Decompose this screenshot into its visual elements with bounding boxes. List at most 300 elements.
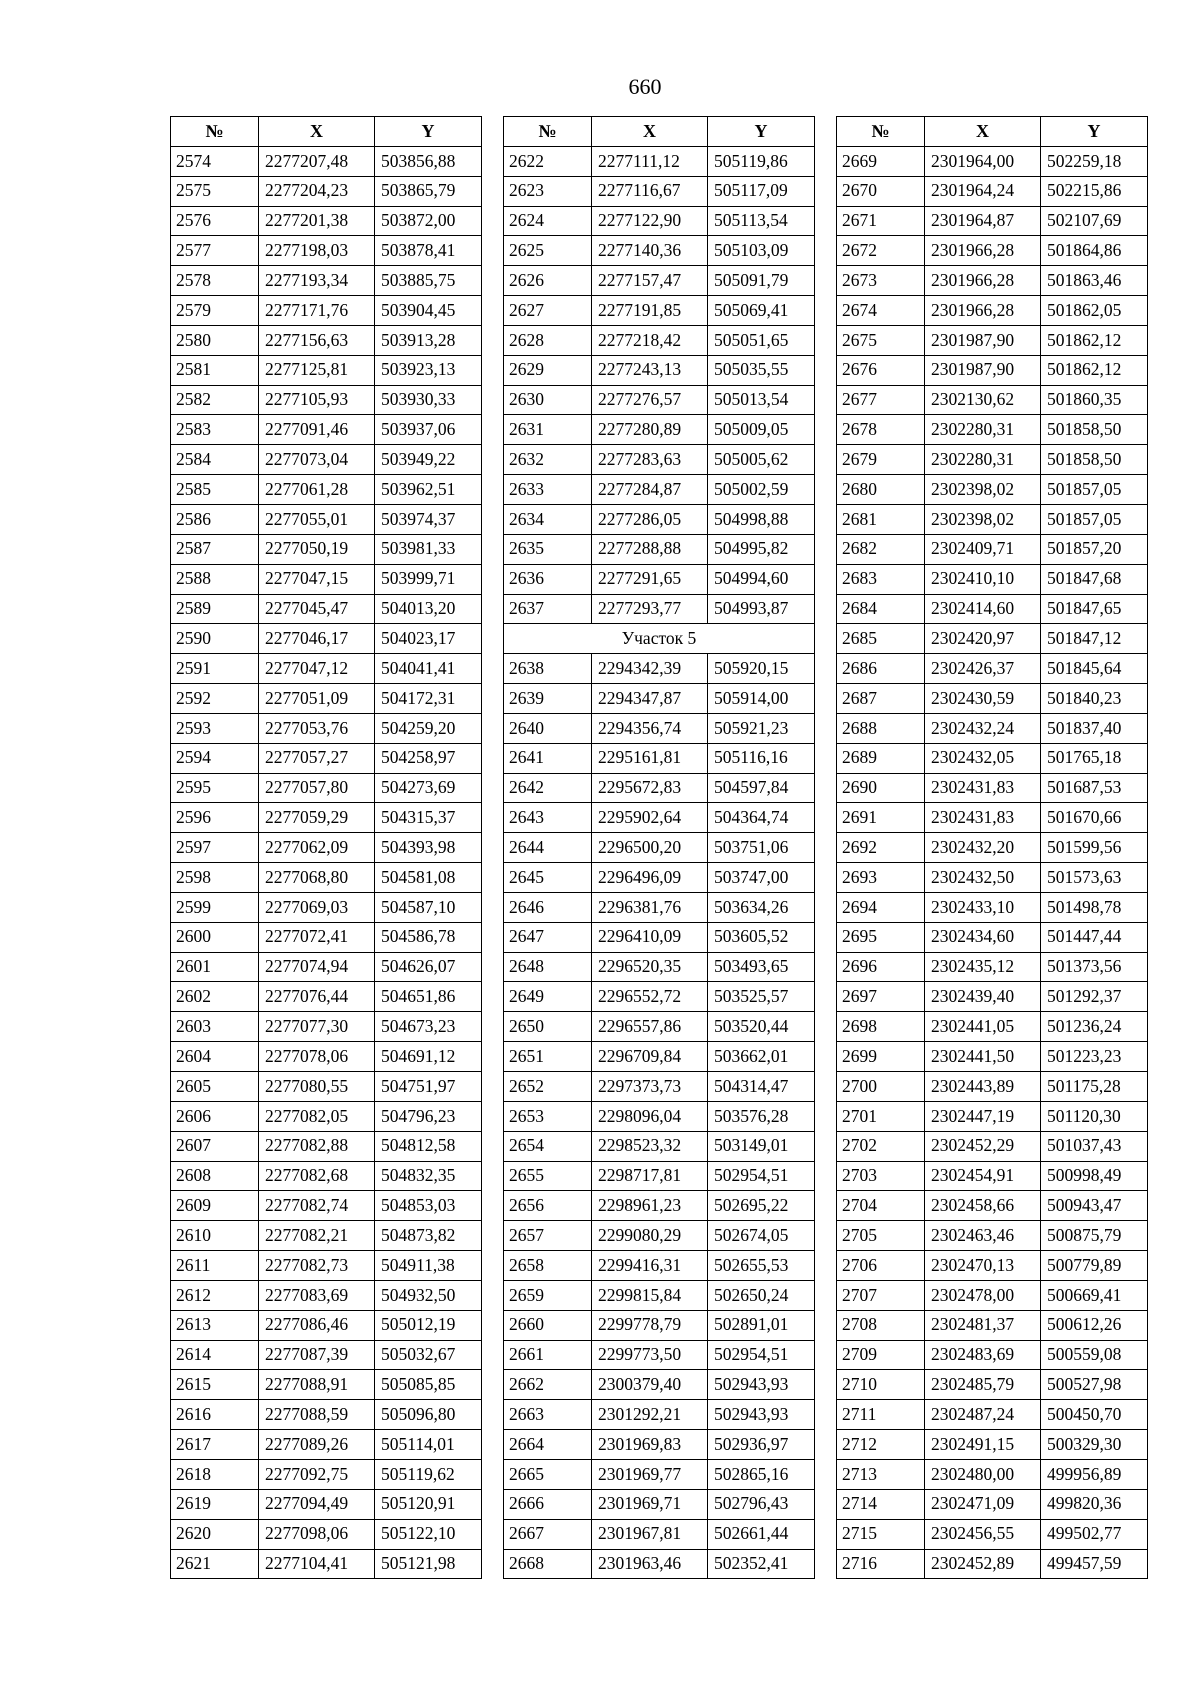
cell-y: 499502,77 <box>1041 1519 1148 1549</box>
cell-y: 499956,89 <box>1041 1459 1148 1489</box>
cell-x: 2302491,15 <box>925 1430 1041 1460</box>
cell-x: 2277083,69 <box>259 1280 375 1310</box>
table-row <box>171 296 482 326</box>
cell-x: 2302481,37 <box>925 1310 1041 1340</box>
cell-number: 2710 <box>837 1370 925 1400</box>
cell-x: 2277207,48 <box>259 146 375 176</box>
cell-y: 501847,12 <box>1041 624 1148 654</box>
cell-x: 2302485,79 <box>925 1370 1041 1400</box>
table-row <box>837 773 1148 803</box>
table-row <box>171 863 482 893</box>
cell-x: 2299080,29 <box>592 1221 708 1251</box>
table-row <box>504 952 815 982</box>
table-row <box>171 1370 482 1400</box>
cell-number: 2590 <box>171 624 259 654</box>
cell-number: 2682 <box>837 534 925 564</box>
table-row <box>504 803 815 833</box>
cell-number: 2697 <box>837 982 925 1012</box>
cell-number: 2632 <box>504 445 592 475</box>
cell-x: 2299815,84 <box>592 1280 708 1310</box>
table-row <box>504 1519 815 1549</box>
table-row <box>171 1340 482 1370</box>
cell-x: 2302483,69 <box>925 1340 1041 1370</box>
cell-y: 501498,78 <box>1041 892 1148 922</box>
cell-number: 2625 <box>504 236 592 266</box>
table-row <box>504 415 815 445</box>
cell-number: 2623 <box>504 176 592 206</box>
cell-number: 2604 <box>171 1042 259 1072</box>
cell-number: 2713 <box>837 1459 925 1489</box>
table-row <box>504 654 815 684</box>
cell-x: 2277078,06 <box>259 1042 375 1072</box>
cell-y: 501236,24 <box>1041 1012 1148 1042</box>
table-row <box>171 1012 482 1042</box>
cell-x: 2277082,68 <box>259 1161 375 1191</box>
table-row <box>837 1161 1148 1191</box>
table-row <box>837 564 1148 594</box>
table-row <box>171 445 482 475</box>
cell-y: 503885,75 <box>375 266 482 296</box>
cell-number: 2603 <box>171 1012 259 1042</box>
table-header-row <box>504 117 815 147</box>
table-row <box>837 1072 1148 1102</box>
table-row <box>837 713 1148 743</box>
cell-number: 2601 <box>171 952 259 982</box>
cell-x: 2302480,00 <box>925 1459 1041 1489</box>
cell-number: 2574 <box>171 146 259 176</box>
cell-x: 2301967,81 <box>592 1519 708 1549</box>
coordinates-table-3 <box>836 116 1148 1579</box>
cell-y: 500875,79 <box>1041 1221 1148 1251</box>
cell-number: 2653 <box>504 1101 592 1131</box>
table-row <box>504 713 815 743</box>
cell-x: 2277122,90 <box>592 206 708 236</box>
table-row <box>504 1549 815 1579</box>
cell-number: 2613 <box>171 1310 259 1340</box>
cell-number: 2620 <box>171 1519 259 1549</box>
cell-y: 502954,51 <box>708 1161 815 1191</box>
cell-x: 2277088,91 <box>259 1370 375 1400</box>
cell-x: 2302430,59 <box>925 684 1041 714</box>
cell-y: 505009,05 <box>708 415 815 445</box>
cell-x: 2277193,34 <box>259 266 375 296</box>
cell-number: 2693 <box>837 863 925 893</box>
cell-x: 2294347,87 <box>592 684 708 714</box>
cell-y: 502796,43 <box>708 1489 815 1519</box>
cell-y: 505069,41 <box>708 296 815 326</box>
cell-y: 503974,37 <box>375 504 482 534</box>
cell-x: 2302432,50 <box>925 863 1041 893</box>
cell-x: 2301963,46 <box>592 1549 708 1579</box>
cell-x: 2277074,94 <box>259 952 375 982</box>
cell-number: 2649 <box>504 982 592 1012</box>
cell-x: 2302426,37 <box>925 654 1041 684</box>
table-row <box>837 1012 1148 1042</box>
table-row <box>504 1191 815 1221</box>
cell-y: 504013,20 <box>375 594 482 624</box>
cell-number: 2667 <box>504 1519 592 1549</box>
cell-y: 505117,09 <box>708 176 815 206</box>
table-row <box>504 1012 815 1042</box>
cell-y: 501847,68 <box>1041 564 1148 594</box>
cell-y: 505096,80 <box>375 1400 482 1430</box>
cell-y: 503149,01 <box>708 1131 815 1161</box>
cell-y: 505103,09 <box>708 236 815 266</box>
cell-x: 2277284,87 <box>592 475 708 505</box>
cell-x: 2302454,91 <box>925 1161 1041 1191</box>
table-row <box>504 982 815 1012</box>
cell-y: 501223,23 <box>1041 1042 1148 1072</box>
cell-x: 2277111,12 <box>592 146 708 176</box>
cell-x: 2301969,83 <box>592 1430 708 1460</box>
cell-x: 2296381,76 <box>592 892 708 922</box>
cell-number: 2679 <box>837 445 925 475</box>
cell-number: 2575 <box>171 176 259 206</box>
cell-x: 2277293,77 <box>592 594 708 624</box>
table-row <box>504 863 815 893</box>
cell-y: 502943,93 <box>708 1400 815 1430</box>
cell-number: 2584 <box>171 445 259 475</box>
cell-y: 501840,23 <box>1041 684 1148 714</box>
table-row <box>171 1251 482 1281</box>
cell-x: 2301966,28 <box>925 236 1041 266</box>
cell-y: 503576,28 <box>708 1101 815 1131</box>
cell-number: 2716 <box>837 1549 925 1579</box>
cell-x: 2301964,87 <box>925 206 1041 236</box>
table-row <box>171 654 482 684</box>
cell-number: 2614 <box>171 1340 259 1370</box>
cell-y: 505085,85 <box>375 1370 482 1400</box>
cell-number: 2636 <box>504 564 592 594</box>
cell-y: 505921,23 <box>708 713 815 743</box>
table-row <box>837 355 1148 385</box>
cell-x: 2302447,19 <box>925 1101 1041 1131</box>
cell-y: 504258,97 <box>375 743 482 773</box>
cell-number: 2673 <box>837 266 925 296</box>
cell-y: 504393,98 <box>375 833 482 863</box>
cell-y: 500329,30 <box>1041 1430 1148 1460</box>
cell-number: 2645 <box>504 863 592 893</box>
cell-y: 503662,01 <box>708 1042 815 1072</box>
cell-y: 504993,87 <box>708 594 815 624</box>
cell-x: 2277094,49 <box>259 1489 375 1519</box>
cell-number: 2708 <box>837 1310 925 1340</box>
header-x: X <box>925 117 1041 147</box>
cell-number: 2626 <box>504 266 592 296</box>
cell-number: 2586 <box>171 504 259 534</box>
cell-y: 504315,37 <box>375 803 482 833</box>
cell-y: 501862,05 <box>1041 296 1148 326</box>
cell-y: 504994,60 <box>708 564 815 594</box>
table-header-row <box>837 117 1148 147</box>
cell-y: 504314,47 <box>708 1072 815 1102</box>
table-row <box>504 325 815 355</box>
cell-number: 2660 <box>504 1310 592 1340</box>
table-row <box>837 803 1148 833</box>
header-y: Y <box>375 117 482 147</box>
cell-x: 2302130,62 <box>925 385 1041 415</box>
cell-y: 504873,82 <box>375 1221 482 1251</box>
cell-x: 2277050,19 <box>259 534 375 564</box>
cell-y: 505119,86 <box>708 146 815 176</box>
table-row <box>171 1430 482 1460</box>
cell-y: 504691,12 <box>375 1042 482 1072</box>
cell-y: 505051,65 <box>708 325 815 355</box>
cell-number: 2627 <box>504 296 592 326</box>
cell-y: 502650,24 <box>708 1280 815 1310</box>
cell-x: 2277069,03 <box>259 892 375 922</box>
cell-x: 2277280,89 <box>592 415 708 445</box>
table-row <box>504 146 815 176</box>
cell-x: 2301966,28 <box>925 266 1041 296</box>
header-y: Y <box>708 117 815 147</box>
table-row <box>504 892 815 922</box>
table-row <box>504 355 815 385</box>
table-row <box>171 624 482 654</box>
table-row <box>504 1400 815 1430</box>
cell-x: 2299778,79 <box>592 1310 708 1340</box>
cell-x: 2301969,71 <box>592 1489 708 1519</box>
cell-x: 2302470,13 <box>925 1251 1041 1281</box>
table-row <box>504 504 815 534</box>
cell-y: 503751,06 <box>708 833 815 863</box>
table-row <box>504 743 815 773</box>
cell-y: 503999,71 <box>375 564 482 594</box>
cell-y: 501857,05 <box>1041 504 1148 534</box>
table-row <box>837 1101 1148 1131</box>
cell-number: 2698 <box>837 1012 925 1042</box>
cell-number: 2669 <box>837 146 925 176</box>
cell-y: 501687,53 <box>1041 773 1148 803</box>
cell-x: 2296557,86 <box>592 1012 708 1042</box>
cell-y: 504023,17 <box>375 624 482 654</box>
coordinates-table-1 <box>170 116 482 1579</box>
cell-y: 503878,41 <box>375 236 482 266</box>
table-row <box>837 1370 1148 1400</box>
cell-number: 2597 <box>171 833 259 863</box>
cell-x: 2277087,39 <box>259 1340 375 1370</box>
cell-x: 2297373,73 <box>592 1072 708 1102</box>
cell-x: 2277057,80 <box>259 773 375 803</box>
cell-number: 2658 <box>504 1251 592 1281</box>
cell-number: 2631 <box>504 415 592 445</box>
cell-x: 2302439,40 <box>925 982 1041 1012</box>
header-x: X <box>259 117 375 147</box>
table-row <box>837 952 1148 982</box>
cell-x: 2277191,85 <box>592 296 708 326</box>
cell-y: 504853,03 <box>375 1191 482 1221</box>
cell-x: 2277288,88 <box>592 534 708 564</box>
cell-x: 2277059,29 <box>259 803 375 833</box>
table-row <box>171 713 482 743</box>
cell-y: 504832,35 <box>375 1161 482 1191</box>
cell-x: 2277157,47 <box>592 266 708 296</box>
cell-y: 501120,30 <box>1041 1101 1148 1131</box>
cell-y: 501837,40 <box>1041 713 1148 743</box>
cell-y: 503493,65 <box>708 952 815 982</box>
cell-x: 2294342,39 <box>592 654 708 684</box>
cell-number: 2637 <box>504 594 592 624</box>
cell-x: 2277045,47 <box>259 594 375 624</box>
table-row <box>171 1489 482 1519</box>
table-row <box>171 504 482 534</box>
cell-y: 505013,54 <box>708 385 815 415</box>
cell-y: 504673,23 <box>375 1012 482 1042</box>
cell-y: 504273,69 <box>375 773 482 803</box>
cell-number: 2598 <box>171 863 259 893</box>
cell-number: 2617 <box>171 1430 259 1460</box>
cell-number: 2630 <box>504 385 592 415</box>
cell-x: 2296709,84 <box>592 1042 708 1072</box>
cell-y: 504587,10 <box>375 892 482 922</box>
cell-number: 2688 <box>837 713 925 743</box>
cell-x: 2277055,01 <box>259 504 375 534</box>
cell-number: 2684 <box>837 594 925 624</box>
cell-x: 2302280,31 <box>925 445 1041 475</box>
cell-number: 2654 <box>504 1131 592 1161</box>
cell-number: 2670 <box>837 176 925 206</box>
cell-x: 2302471,09 <box>925 1489 1041 1519</box>
table-row <box>171 1280 482 1310</box>
cell-y: 501373,56 <box>1041 952 1148 982</box>
table-row <box>171 952 482 982</box>
table-row <box>171 743 482 773</box>
cell-y: 501447,44 <box>1041 922 1148 952</box>
cell-y: 503856,88 <box>375 146 482 176</box>
cell-number: 2680 <box>837 475 925 505</box>
cell-y: 505120,91 <box>375 1489 482 1519</box>
cell-x: 2301969,77 <box>592 1459 708 1489</box>
cell-x: 2296410,09 <box>592 922 708 952</box>
cell-y: 501863,46 <box>1041 266 1148 296</box>
cell-x: 2295902,64 <box>592 803 708 833</box>
cell-y: 503913,28 <box>375 325 482 355</box>
header-y: Y <box>1041 117 1148 147</box>
header-number: № <box>504 117 592 147</box>
cell-y: 502943,93 <box>708 1370 815 1400</box>
cell-number: 2591 <box>171 654 259 684</box>
cell-number: 2671 <box>837 206 925 236</box>
cell-y: 505032,67 <box>375 1340 482 1370</box>
table-row <box>504 1072 815 1102</box>
cell-x: 2277201,38 <box>259 206 375 236</box>
cell-x: 2302433,10 <box>925 892 1041 922</box>
cell-y: 504651,86 <box>375 982 482 1012</box>
table-row <box>504 1310 815 1340</box>
cell-x: 2302414,60 <box>925 594 1041 624</box>
table-row <box>504 684 815 714</box>
cell-number: 2677 <box>837 385 925 415</box>
table-row <box>837 1221 1148 1251</box>
cell-y: 503634,26 <box>708 892 815 922</box>
cell-y: 501765,18 <box>1041 743 1148 773</box>
cell-number: 2687 <box>837 684 925 714</box>
cell-y: 502674,05 <box>708 1221 815 1251</box>
cell-x: 2277104,41 <box>259 1549 375 1579</box>
table-row <box>171 266 482 296</box>
table-row <box>837 475 1148 505</box>
cell-number: 2656 <box>504 1191 592 1221</box>
table-row <box>504 1131 815 1161</box>
cell-x: 2277283,63 <box>592 445 708 475</box>
table-row <box>171 1459 482 1489</box>
cell-number: 2587 <box>171 534 259 564</box>
table-row <box>171 564 482 594</box>
cell-x: 2277047,15 <box>259 564 375 594</box>
cell-y: 504911,38 <box>375 1251 482 1281</box>
table-row <box>171 892 482 922</box>
cell-y: 500527,98 <box>1041 1370 1148 1400</box>
cell-y: 501858,50 <box>1041 445 1148 475</box>
cell-x: 2277082,88 <box>259 1131 375 1161</box>
cell-y: 501860,35 <box>1041 385 1148 415</box>
cell-x: 2302452,89 <box>925 1549 1041 1579</box>
cell-number: 2652 <box>504 1072 592 1102</box>
cell-number: 2702 <box>837 1131 925 1161</box>
table-row <box>504 922 815 952</box>
cell-x: 2296552,72 <box>592 982 708 1012</box>
table-row <box>837 833 1148 863</box>
cell-x: 2277140,36 <box>592 236 708 266</box>
table-row <box>171 1131 482 1161</box>
table-row <box>504 833 815 863</box>
cell-number: 2629 <box>504 355 592 385</box>
cell-number: 2622 <box>504 146 592 176</box>
cell-y: 500779,89 <box>1041 1251 1148 1281</box>
cell-y: 501857,20 <box>1041 534 1148 564</box>
cell-x: 2277068,80 <box>259 863 375 893</box>
table-row <box>171 206 482 236</box>
table-row <box>837 266 1148 296</box>
cell-number: 2635 <box>504 534 592 564</box>
cell-number: 2639 <box>504 684 592 714</box>
cell-number: 2607 <box>171 1131 259 1161</box>
cell-number: 2643 <box>504 803 592 833</box>
cell-number: 2699 <box>837 1042 925 1072</box>
cell-number: 2714 <box>837 1489 925 1519</box>
cell-number: 2711 <box>837 1400 925 1430</box>
table-row <box>504 1221 815 1251</box>
cell-number: 2577 <box>171 236 259 266</box>
cell-number: 2579 <box>171 296 259 326</box>
cell-y: 501845,64 <box>1041 654 1148 684</box>
cell-x: 2298096,04 <box>592 1101 708 1131</box>
cell-y: 504751,97 <box>375 1072 482 1102</box>
table-row <box>837 922 1148 952</box>
cell-y: 505035,55 <box>708 355 815 385</box>
table-row <box>171 325 482 355</box>
cell-x: 2294356,74 <box>592 713 708 743</box>
cell-y: 501858,50 <box>1041 415 1148 445</box>
cell-y: 500669,41 <box>1041 1280 1148 1310</box>
cell-number: 2647 <box>504 922 592 952</box>
table-row <box>837 534 1148 564</box>
cell-x: 2302441,50 <box>925 1042 1041 1072</box>
table-row <box>504 1340 815 1370</box>
cell-number: 2648 <box>504 952 592 982</box>
cell-x: 2277171,76 <box>259 296 375 326</box>
cell-y: 501292,37 <box>1041 982 1148 1012</box>
cell-number: 2675 <box>837 325 925 355</box>
cell-y: 502891,01 <box>708 1310 815 1340</box>
cell-x: 2277053,76 <box>259 713 375 743</box>
cell-x: 2298523,32 <box>592 1131 708 1161</box>
cell-y: 505914,00 <box>708 684 815 714</box>
cell-x: 2302431,83 <box>925 803 1041 833</box>
table-row <box>837 385 1148 415</box>
cell-y: 505113,54 <box>708 206 815 236</box>
cell-x: 2277057,27 <box>259 743 375 773</box>
